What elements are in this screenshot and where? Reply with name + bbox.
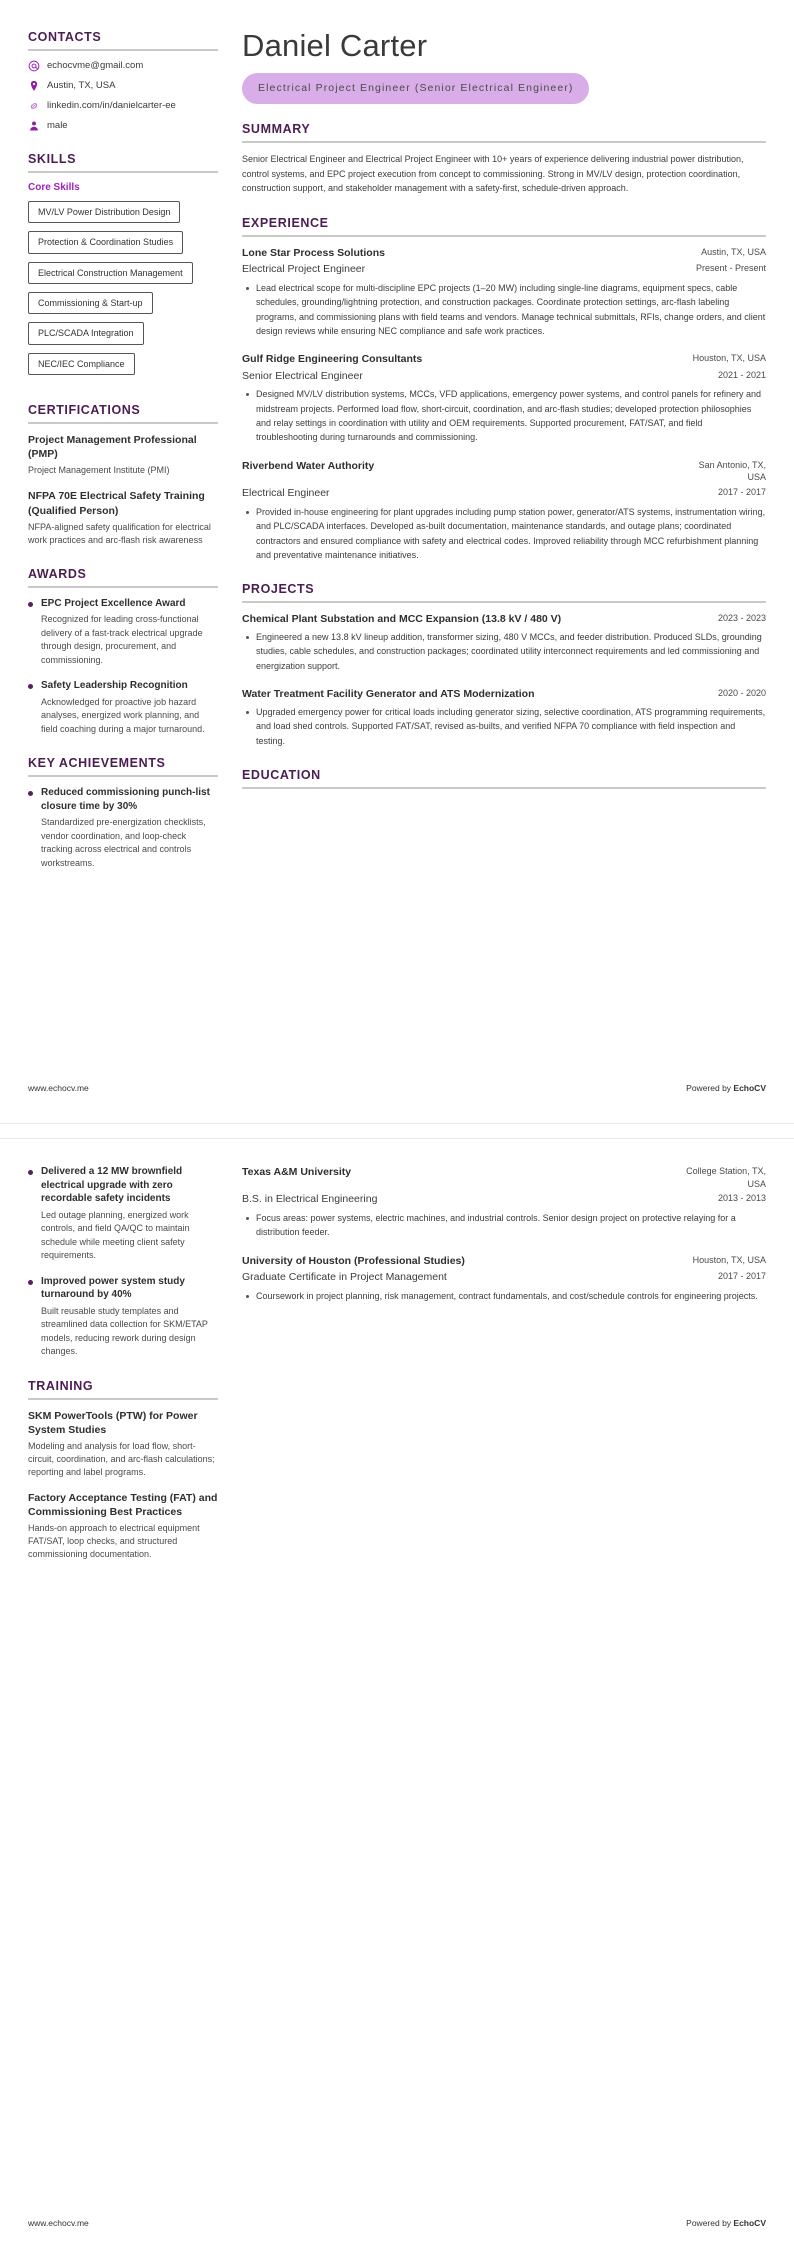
main-column (236, 30, 766, 809)
training-section (28, 1379, 218, 1562)
key-achievements-section (28, 756, 218, 870)
skills-group-title: Core Skills (28, 182, 80, 193)
contacts-section (28, 30, 218, 132)
projects-divider (242, 601, 766, 603)
experience-dates: 2017 - 2017 (717, 487, 766, 498)
education-divider (242, 787, 766, 789)
resume-header (242, 30, 766, 104)
training-divider (28, 1398, 218, 1400)
skills-divider (28, 171, 218, 173)
experience-company: Lone Star Process Solutions (242, 247, 385, 260)
summary-section (242, 122, 766, 196)
awards-divider (28, 586, 218, 588)
job-title-badge: Electrical Project Engineer (Senior Electrical Engineer) (242, 73, 589, 105)
training-item (28, 1409, 218, 1479)
key-achievements-heading: KEY ACHIEVEMENTS (28, 756, 166, 771)
bullet-dot-icon (28, 684, 33, 689)
project-bullet-text: Upgraded emergency power for critical loads including generator sizing, selective coordination, ATS programming requirements, and load shed controls. Supported FAT/SAT, revised as-builts, and verified NFPA 70 compliance with field inspection and testing. (256, 706, 766, 746)
key-achievement-title: Improved power system study turnaround by 40% (41, 1275, 185, 1300)
contact-location-text: Austin, TX, USA (47, 80, 116, 92)
skill-chip: Protection & Coordination Studies (28, 231, 183, 253)
contact-gender (28, 120, 218, 132)
experience-bullet (242, 387, 766, 445)
key-achievement-item (28, 1165, 218, 1263)
project-dates: 2023 - 2023 (717, 613, 766, 624)
link-icon (28, 100, 40, 112)
education-location: College Station, TX, USA (686, 1166, 766, 1189)
skills-section (28, 152, 218, 383)
bullet-dot-icon (246, 711, 249, 714)
training-item (28, 1491, 218, 1561)
key-achievement-title: Delivered a 12 MW brownfield electrical upgrade with zero recordable safety incidents (41, 1166, 183, 1204)
certification-title: Project Management Professional (PMP) (28, 434, 197, 461)
bullet-dot-icon (246, 1295, 249, 1298)
training-text: Modeling and analysis for load flow, short-circuit, coordination, and arc-flash calculations; reporting and label programs. (28, 1440, 215, 1477)
project-title: Water Treatment Facility Generator and ATS Modernization (242, 688, 535, 701)
awards-section (28, 567, 218, 737)
footer-site[interactable]: www.echocv.me (28, 2218, 89, 2228)
bullet-dot-icon (28, 1280, 33, 1285)
bullet-dot-icon (246, 393, 249, 396)
footer-powered-prefix: Powered by (686, 2218, 734, 2228)
contact-linkedin[interactable] (28, 100, 218, 112)
key-achievement-text: Standardized pre-energization checklists, vendor coordination, and loop-check tracking across electrical and controls workstreams. (41, 817, 206, 868)
footer-powered (686, 1083, 766, 1093)
experience-bullet-text: Provided in-house engineering for plant upgrades including pump station power, generator/ATS systems, instrumentation wiring, and PLC/SCADA interfaces. Developed as-built documentation, maintenance standards, and outage plans; coordinated contractors and ensured compliance with safety and electrical codes. Improved reliability through MCC refurbishment planning and preventative maintenance initiatives. (256, 506, 766, 560)
contact-gender-text: male (47, 120, 68, 132)
footer-brand: EchoCV (733, 1083, 766, 1093)
bullet-dot-icon (28, 602, 33, 607)
footer-powered-prefix: Powered by (686, 1083, 734, 1093)
education-entry (242, 1165, 766, 1240)
education-bullet-text: Coursework in project planning, risk management, contract fundamentals, and cost/schedule controls for engineering projects. (256, 1290, 758, 1301)
certifications-heading: CERTIFICATIONS (28, 403, 141, 418)
key-achievement-text: Led outage planning, energized work controls, and field QA/QC to maintain schedule while meeting client safety requirements. (41, 1209, 190, 1260)
education-degree: B.S. in Electrical Engineering (242, 1193, 378, 1206)
skill-chip: PLC/SCADA Integration (28, 322, 144, 344)
project-bullet (242, 630, 766, 673)
skill-chip: MV/LV Power Distribution Design (28, 201, 180, 223)
bullet-dot-icon (246, 511, 249, 514)
certifications-divider (28, 422, 218, 424)
experience-divider (242, 235, 766, 237)
experience-heading: EXPERIENCE (242, 216, 329, 231)
experience-entry (242, 352, 766, 444)
experience-bullet (242, 281, 766, 339)
experience-role: Electrical Engineer (242, 487, 330, 500)
certification-subtitle: Project Management Institute (PMI) (28, 465, 170, 476)
bullet-dot-icon (28, 1170, 33, 1175)
experience-entry (242, 246, 766, 338)
skill-chip: Electrical Construction Management (28, 262, 193, 284)
project-bullet (242, 705, 766, 748)
education-entry (242, 1254, 766, 1303)
project-dates: 2020 - 2020 (717, 688, 766, 699)
page-footer (28, 2218, 766, 2228)
project-bullet-text: Engineered a new 13.8 kV lineup addition, transformer sizing, 480 V MCCs, and feeder distribution. Produced SLDs, grounding studies, cable schedules, and construction packages; coordinated utility interconnect requirements and led commissioning and energization support. (256, 632, 762, 671)
certification-item (28, 489, 218, 546)
experience-dates: 2021 - 2021 (717, 369, 766, 380)
key-achievement-text: Built reusable study templates and streamlined data collection for SKM/ETAP models, reducing rework during design changes. (41, 1305, 208, 1356)
project-entry (242, 612, 766, 673)
projects-section (242, 582, 766, 748)
award-item (28, 679, 218, 736)
email-icon (28, 60, 40, 72)
experience-dates: Present - Present (695, 263, 766, 274)
education-school: University of Houston (Professional Studies) (242, 1254, 465, 1267)
experience-bullet (242, 505, 766, 563)
training-title: Factory Acceptance Testing (FAT) and Commissioning Best Practices (28, 1491, 218, 1519)
experience-bullet-text: Lead electrical scope for multi-discipline EPC projects (1–20 MW) including single-line diagrams, equipment specs, cable schedules, grounding/lightning protection, and construction packages. Coordinate protection settings, arc-flash labeling programs, and commissioning plans with field teams and vendors. Manage technical submittals, RFIs, change orders, and client design reviews while ensuring NEC compliance and safe work practices. (256, 282, 766, 337)
contact-email-text: echocvme@gmail.com (47, 60, 144, 72)
contact-location (28, 80, 218, 92)
certification-title: NFPA 70E Electrical Safety Training (Qualified Person) (28, 490, 205, 517)
award-text: Acknowledged for proactive job hazard analyses, energized work planning, and field coaching during a major turnaround. (41, 696, 205, 734)
experience-location: Houston, TX, USA (692, 353, 766, 364)
award-title: Safety Leadership Recognition (41, 680, 188, 692)
experience-location: Austin, TX, USA (701, 247, 766, 258)
sidebar-column (28, 30, 218, 890)
page-break (0, 1123, 794, 1139)
education-degree: Graduate Certificate in Project Management (242, 1270, 447, 1283)
bullet-dot-icon (246, 636, 249, 639)
education-location: Houston, TX, USA (692, 1254, 766, 1265)
education-section-heading-page1 (242, 768, 766, 789)
education-bullet-text: Focus areas: power systems, electric machines, and industrial controls. Senior design project on protective relaying for a distribution feeder. (256, 1212, 736, 1238)
experience-company: Gulf Ridge Engineering Consultants (242, 353, 423, 366)
project-title: Chemical Plant Substation and MCC Expansion (13.8 kV / 480 V) (242, 613, 562, 626)
experience-entry (242, 459, 766, 562)
key-achievements-divider (28, 775, 218, 777)
skills-heading: SKILLS (28, 152, 77, 166)
bullet-dot-icon (246, 287, 249, 290)
training-title: SKM PowerTools (PTW) for Power System Studies (28, 1409, 198, 1436)
experience-role: Electrical Project Engineer (242, 263, 366, 276)
experience-role: Senior Electrical Engineer (242, 369, 363, 382)
footer-brand: EchoCV (733, 2218, 766, 2228)
award-text: Recognized for leading cross-functional delivery of a fast-track electrical upgrade through design, procurement, and commissioning. (41, 614, 203, 665)
skills-chip-list (28, 201, 218, 383)
skill-chip: Commissioning & Start-up (28, 292, 153, 314)
experience-company: Riverbend Water Authority (242, 459, 375, 472)
bullet-dot-icon (28, 791, 33, 796)
footer-powered (686, 2218, 766, 2228)
education-dates: 2017 - 2017 (717, 1270, 766, 1281)
page-footer (28, 1083, 766, 1093)
education-dates: 2013 - 2013 (717, 1193, 766, 1204)
awards-heading: AWARDS (28, 566, 87, 581)
contacts-heading: CONTACTS (28, 30, 102, 44)
person-icon (28, 120, 40, 132)
education-school: Texas A&M University (242, 1166, 352, 1178)
key-achievements-continued (28, 1165, 218, 1359)
page-title: Daniel Carter (242, 28, 428, 63)
training-heading: TRAINING (28, 1378, 94, 1393)
education-heading: EDUCATION (242, 768, 321, 783)
bullet-dot-icon (246, 1217, 249, 1220)
key-achievement-title: Reduced commissioning punch-list closure time by 30% (41, 787, 210, 812)
certification-item (28, 433, 218, 477)
resume-page-2 (0, 1139, 794, 2262)
education-entries (242, 1165, 766, 1303)
project-entry (242, 687, 766, 748)
projects-heading: PROJECTS (242, 582, 315, 597)
key-achievement-item (28, 786, 218, 870)
sidebar-column-continued (28, 1165, 218, 1581)
experience-location: San Antonio, TX, USA (698, 459, 766, 483)
skill-chip: NEC/IEC Compliance (28, 353, 135, 375)
contact-linkedin-text: linkedin.com/in/danielcarter-ee (47, 100, 176, 112)
footer-site[interactable]: www.echocv.me (28, 1083, 89, 1093)
location-pin-icon (28, 80, 40, 92)
contacts-divider (28, 49, 218, 51)
main-column-continued (236, 1165, 766, 1323)
summary-text: Senior Electrical Engineer and Electrical Project Engineer with 10+ years of experience delivering industrial power distribution, control systems, and EPC project execution from concept to commissioning. Strong in MV/LV design, protection coordination, construction support, and stakeholder management with a safety-first, schedule-driven approach. (242, 154, 744, 194)
summary-divider (242, 141, 766, 143)
certification-subtitle: NFPA-aligned safety qualification for electrical work practices and arc-flash risk awareness (28, 521, 211, 545)
experience-bullet-text: Designed MV/LV distribution systems, MCCs, VFD applications, emergency power systems, and control panels for refinery and midstream projects. Performed load flow, short-circuit, coordination, and arc-flash studies; developed protection philosophies and relay settings in coordination with utility and OEM requirements. Supported procurement, FAT/SAT, and field troubleshooting during turnarounds and commissioning. (256, 389, 762, 443)
key-achievement-item (28, 1275, 218, 1359)
award-item (28, 597, 218, 668)
summary-heading: SUMMARY (242, 122, 311, 137)
resume-page-1 (0, 0, 794, 1123)
certifications-section (28, 403, 218, 547)
education-bullet (242, 1211, 766, 1240)
education-bullet (242, 1289, 766, 1303)
experience-section (242, 216, 766, 562)
contact-email[interactable] (28, 60, 218, 72)
training-text: Hands-on approach to electrical equipment FAT/SAT, loop checks, and structured commissioning documentation. (28, 1523, 200, 1560)
award-title: EPC Project Excellence Award (41, 597, 186, 609)
